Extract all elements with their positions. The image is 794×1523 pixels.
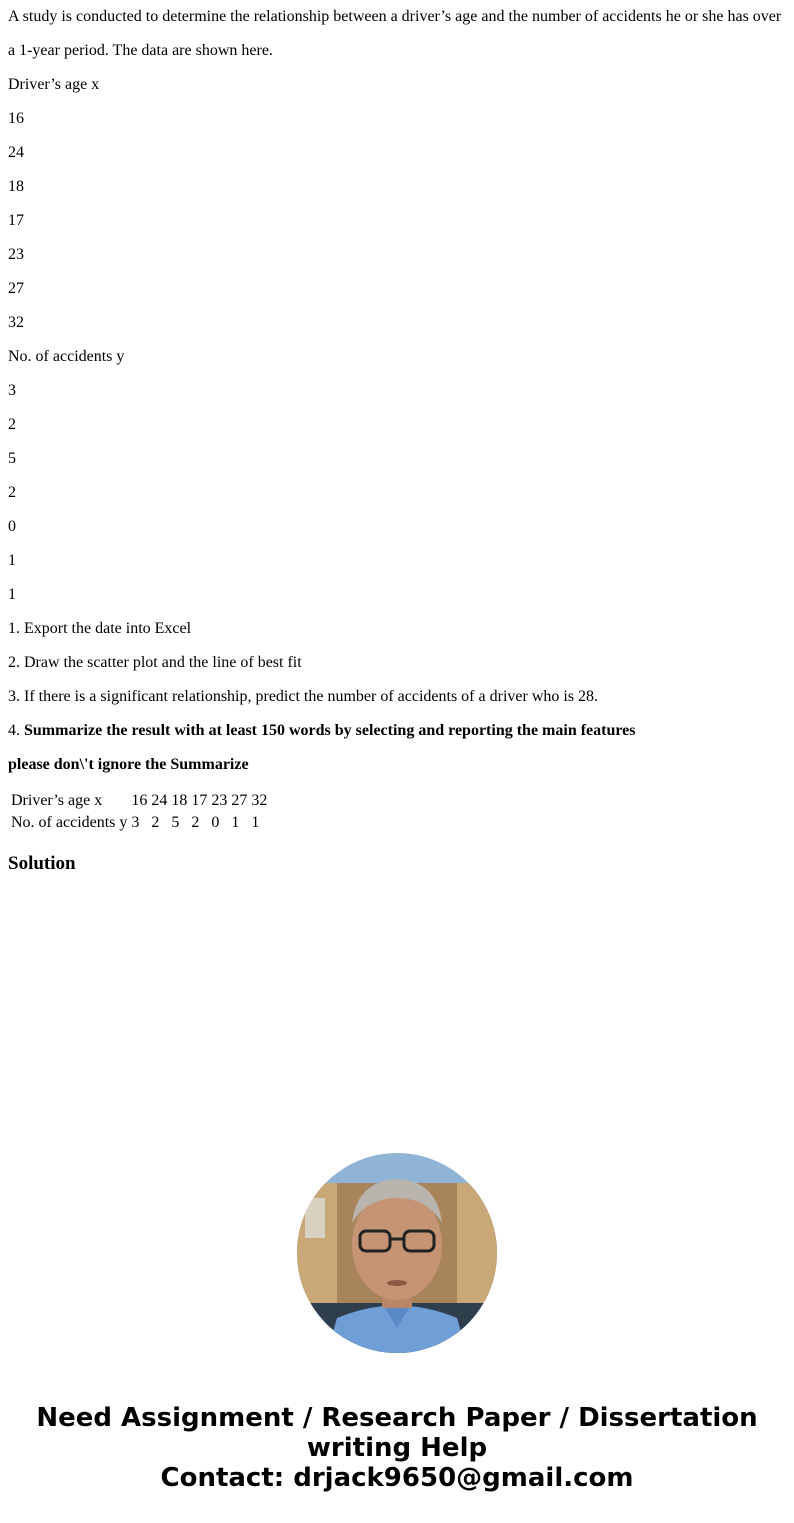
table-cell: 0 — [211, 814, 220, 831]
task-3: 3. If there is a significant relationship, predict the number of accidents of a driver who is 28. — [8, 688, 599, 705]
x-value: 18 — [8, 178, 24, 195]
x-value: 32 — [8, 314, 24, 331]
promo-line-1: Need Assignment / Research Paper / Dissertation — [36, 1403, 758, 1433]
task-2: 2. Draw the scatter plot and the line of best fit — [8, 654, 302, 671]
table-cell: 27 — [231, 792, 248, 809]
summarize-note: please don\'t ignore the Summarize — [8, 756, 249, 773]
table-cell: 16 — [131, 792, 148, 809]
promo-contact: Contact: drjack9650@gmail.com — [160, 1463, 634, 1493]
task-4 — [8, 714, 786, 748]
table-cell: 24 — [151, 792, 168, 809]
data-table — [8, 789, 270, 835]
y-value: 5 — [8, 450, 16, 467]
y-value: 1 — [8, 552, 16, 569]
y-value: 0 — [8, 518, 16, 535]
table-cell: 18 — [171, 792, 188, 809]
y-variable-label: No. of accidents y — [8, 348, 125, 365]
task-4-prefix: 4. — [8, 722, 24, 739]
row-label: No. of accidents y — [11, 814, 128, 831]
y-value: 2 — [8, 416, 16, 433]
promo-line-2: writing Help — [306, 1433, 488, 1463]
x-value: 23 — [8, 246, 24, 263]
x-value: 24 — [8, 144, 24, 161]
x-variable-label: Driver’s age x — [8, 76, 100, 93]
task-1: 1. Export the date into Excel — [8, 620, 192, 637]
table-row — [10, 791, 268, 811]
row-label: Driver’s age x — [11, 792, 103, 809]
solution-heading: Solution — [8, 853, 76, 874]
table-cell: 1 — [251, 814, 260, 831]
table-cell: 5 — [171, 814, 180, 831]
intro-line-1: A study is conducted to determine the relationship between a driver’s age and the number of accidents he or she has over — [8, 8, 782, 25]
table-cell: 23 — [211, 792, 228, 809]
table-cell: 3 — [131, 814, 140, 831]
x-value: 27 — [8, 280, 24, 297]
x-value: 16 — [8, 110, 24, 127]
table-cell: 32 — [251, 792, 268, 809]
tutor-photo-icon — [297, 1153, 497, 1353]
question-body — [8, 0, 786, 782]
table-cell: 2 — [191, 814, 200, 831]
table-cell: 1 — [231, 814, 240, 831]
x-value: 17 — [8, 212, 24, 229]
y-value: 2 — [8, 484, 16, 501]
tutor-avatar — [297, 1153, 497, 1353]
promo-banner — [0, 1403, 794, 1493]
y-value: 3 — [8, 382, 16, 399]
y-value: 1 — [8, 586, 16, 603]
intro-line-2: a 1-year period. The data are shown here. — [8, 42, 273, 59]
task-4-bold-text: Summarize the result with at least 150 words by selecting and reporting the main features — [24, 722, 636, 739]
table-cell: 17 — [191, 792, 208, 809]
table-cell: 2 — [151, 814, 160, 831]
table-row — [10, 813, 268, 833]
